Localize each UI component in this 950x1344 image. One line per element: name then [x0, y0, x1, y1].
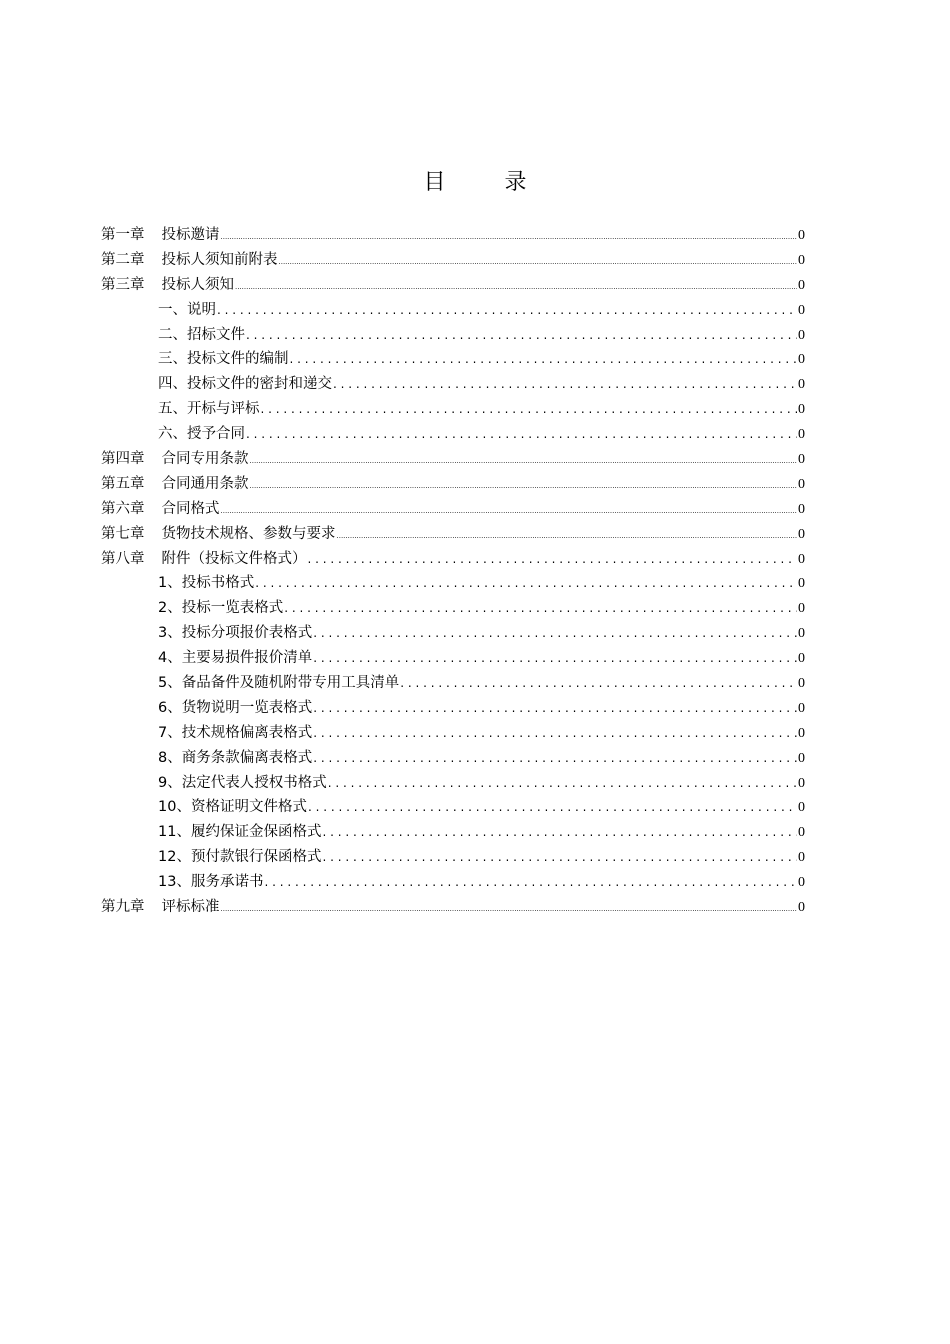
toc-heading: 目 录 — [423, 170, 553, 195]
toc-entry-title: 2、投标一览表格式 — [158, 600, 284, 617]
toc-page-number: 0 — [798, 825, 805, 841]
toc-entry-title: 投标人须知前附表 — [161, 251, 278, 268]
toc-dot-leader — [313, 746, 797, 771]
toc-page-number: 0 — [798, 501, 805, 517]
toc-page-number: 0 — [798, 750, 805, 766]
toc-entry-title: 3、投标分项报价表格式 — [158, 625, 313, 642]
toc-entry-title: 投标人须知 — [161, 276, 234, 293]
toc-entry-label — [158, 820, 321, 845]
toc-chapter-number: 第一章 — [101, 227, 145, 243]
toc-entry[interactable] — [101, 497, 805, 522]
toc-entry[interactable] — [101, 795, 805, 820]
toc-entry-title: 10、资格证明文件格式 — [158, 799, 307, 816]
toc-entry[interactable] — [101, 422, 805, 447]
toc-dot-leader — [308, 547, 798, 572]
toc-chapter-number: 第四章 — [101, 451, 145, 468]
toc-entry-label — [158, 422, 245, 447]
toc-entry[interactable] — [101, 273, 805, 298]
toc-dot-leader — [221, 223, 798, 250]
toc-dot-leader — [400, 671, 797, 696]
toc-entry-label — [101, 472, 249, 497]
toc-entry-label — [101, 447, 249, 472]
toc-dot-leader — [290, 347, 798, 372]
toc-entry-label — [158, 845, 321, 870]
toc-dot-leader — [284, 596, 797, 621]
toc-entry[interactable] — [101, 845, 805, 870]
toc-page-number: 0 — [798, 676, 805, 692]
toc-dot-leader — [337, 522, 798, 549]
toc-page-number: 0 — [798, 700, 805, 716]
toc-entry[interactable] — [101, 621, 805, 646]
toc-dot-leader — [279, 248, 798, 275]
toc-page-number: 0 — [798, 277, 805, 293]
toc-page-number: 0 — [798, 228, 805, 243]
toc-entry-title: 五、开标与评标 — [158, 401, 260, 418]
table-of-contents — [101, 223, 805, 920]
toc-entry[interactable] — [101, 347, 805, 372]
toc-entry[interactable] — [101, 397, 805, 422]
toc-entry-label — [158, 323, 245, 348]
toc-entry-title: 6、货物说明一览表格式 — [158, 699, 313, 716]
toc-entry-title: 4、主要易损件报价清单 — [158, 650, 313, 667]
toc-chapter-number: 第五章 — [101, 475, 145, 492]
toc-entry-label — [158, 721, 312, 746]
toc-entry-label — [101, 522, 336, 547]
toc-entry-label — [158, 696, 312, 721]
toc-page-number: 0 — [798, 402, 805, 418]
toc-entry-label — [158, 870, 263, 895]
toc-dot-leader — [313, 646, 797, 671]
toc-entry[interactable] — [101, 646, 805, 671]
toc-page-number: 0 — [798, 601, 805, 617]
toc-entry-label — [158, 347, 289, 372]
toc-entry-label — [158, 397, 260, 422]
toc-dot-leader — [217, 298, 797, 323]
toc-chapter-number: 第七章 — [101, 525, 145, 542]
toc-page-number: 0 — [798, 651, 805, 667]
toc-entry[interactable] — [101, 820, 805, 845]
toc-entry-title: 13、服务承诺书 — [158, 874, 264, 891]
toc-dot-leader — [322, 820, 797, 845]
toc-page-number: 0 — [798, 551, 805, 567]
toc-page-number: 0 — [798, 800, 805, 816]
toc-entry-title: 合同通用条款 — [161, 475, 249, 492]
toc-dot-leader — [261, 397, 798, 422]
toc-entry-title: 11、履约保证金保函格式 — [158, 824, 322, 841]
toc-entry-label — [158, 746, 312, 771]
toc-page-number: 0 — [798, 875, 805, 891]
toc-entry-label — [101, 547, 307, 572]
toc-entry-label — [101, 248, 278, 273]
toc-dot-leader — [333, 372, 797, 397]
toc-entry-label — [158, 596, 283, 621]
toc-entry[interactable] — [101, 223, 805, 248]
toc-entry-title: 二、招标文件 — [158, 326, 245, 343]
toc-chapter-number: 第八章 — [101, 550, 145, 567]
toc-dot-leader — [328, 771, 797, 796]
toc-chapter-number: 第九章 — [101, 899, 145, 916]
toc-entry[interactable] — [101, 571, 805, 596]
toc-dot-leader — [250, 472, 798, 499]
toc-entry[interactable] — [101, 870, 805, 895]
toc-dot-leader — [313, 696, 797, 721]
toc-entry[interactable] — [101, 721, 805, 746]
toc-chapter-number: 第六章 — [101, 500, 145, 517]
toc-entry-label — [101, 497, 220, 522]
toc-chapter-number: 第二章 — [101, 251, 145, 268]
toc-page-number: 0 — [798, 476, 805, 492]
toc-entry-label — [158, 771, 327, 796]
toc-page-number: 0 — [798, 352, 805, 368]
toc-entry[interactable] — [101, 298, 805, 323]
toc-page-number: 0 — [798, 452, 805, 468]
toc-entry-title: 12、预付款银行保函格式 — [158, 849, 322, 866]
toc-entry[interactable] — [101, 522, 805, 547]
toc-page-number: 0 — [798, 626, 805, 642]
toc-entry[interactable] — [101, 447, 805, 472]
toc-dot-leader — [313, 621, 797, 646]
toc-page-number: 0 — [798, 327, 805, 343]
toc-entry[interactable] — [101, 771, 805, 796]
toc-entry-title: 附件（投标文件格式） — [161, 550, 307, 567]
toc-entry-title: 一、说明 — [158, 301, 216, 318]
toc-dot-leader — [322, 845, 797, 870]
toc-entry-title: 1、投标书格式 — [158, 575, 255, 592]
toc-entry-title: 六、授予合同 — [158, 426, 245, 443]
toc-entry[interactable] — [101, 472, 805, 497]
toc-entry[interactable] — [101, 372, 805, 397]
toc-page-number: 0 — [798, 427, 805, 443]
toc-entry-label — [158, 646, 312, 671]
toc-page-number: 0 — [798, 725, 805, 741]
toc-entry-title: 5、备品备件及随机附带专用工具清单 — [158, 675, 400, 692]
toc-page-number: 0 — [798, 252, 805, 268]
toc-entry-title: 9、法定代表人授权书格式 — [158, 774, 327, 791]
toc-entry[interactable] — [101, 746, 805, 771]
toc-dot-leader — [246, 323, 797, 348]
toc-entry-title: 四、投标文件的密封和递交 — [158, 376, 332, 393]
toc-dot-leader — [250, 447, 798, 474]
toc-page-number: 0 — [798, 850, 805, 866]
toc-entry-label — [158, 298, 216, 323]
toc-entry[interactable] — [101, 696, 805, 721]
toc-dot-leader — [264, 870, 797, 895]
toc-entry-title: 三、投标文件的编制 — [158, 351, 289, 368]
toc-page-number: 0 — [798, 775, 805, 791]
toc-page-number: 0 — [798, 526, 805, 542]
toc-dot-leader — [255, 571, 797, 596]
toc-dot-leader — [221, 895, 798, 922]
toc-entry[interactable] — [101, 596, 805, 621]
toc-entry-label — [101, 273, 234, 298]
toc-page-number: 0 — [798, 900, 805, 916]
toc-page-number: 0 — [798, 377, 805, 393]
toc-entry-title: 评标标准 — [161, 899, 220, 916]
toc-entry-label — [101, 895, 220, 920]
toc-entry-title: 8、商务条款偏离表格式 — [158, 749, 313, 766]
toc-dot-leader — [221, 497, 798, 524]
toc-entry-title: 合同专用条款 — [161, 451, 249, 468]
toc-dot-leader — [313, 721, 797, 746]
toc-entry-label — [158, 372, 332, 397]
toc-entry-title: 投标邀请 — [161, 227, 220, 243]
toc-dot-leader — [308, 795, 797, 820]
toc-entry-title: 货物技术规格、参数与要求 — [161, 525, 336, 542]
toc-entry-title: 7、技术规格偏离表格式 — [158, 724, 313, 741]
toc-entry[interactable] — [101, 547, 805, 572]
toc-dot-leader — [246, 422, 797, 447]
toc-page-number: 0 — [798, 302, 805, 318]
toc-entry[interactable] — [101, 895, 805, 920]
toc-entry[interactable] — [101, 671, 805, 696]
toc-entry[interactable] — [101, 248, 805, 273]
toc-chapter-number: 第三章 — [101, 276, 145, 293]
toc-dot-leader — [235, 273, 797, 300]
toc-entry-label — [158, 621, 312, 646]
toc-entry-label — [158, 795, 307, 820]
toc-page-number: 0 — [798, 576, 805, 592]
toc-entry[interactable] — [101, 323, 805, 348]
toc-entry-label — [158, 571, 254, 596]
toc-entry-label — [101, 223, 220, 248]
toc-entry-label — [158, 671, 399, 696]
toc-entry-title: 合同格式 — [161, 500, 220, 517]
